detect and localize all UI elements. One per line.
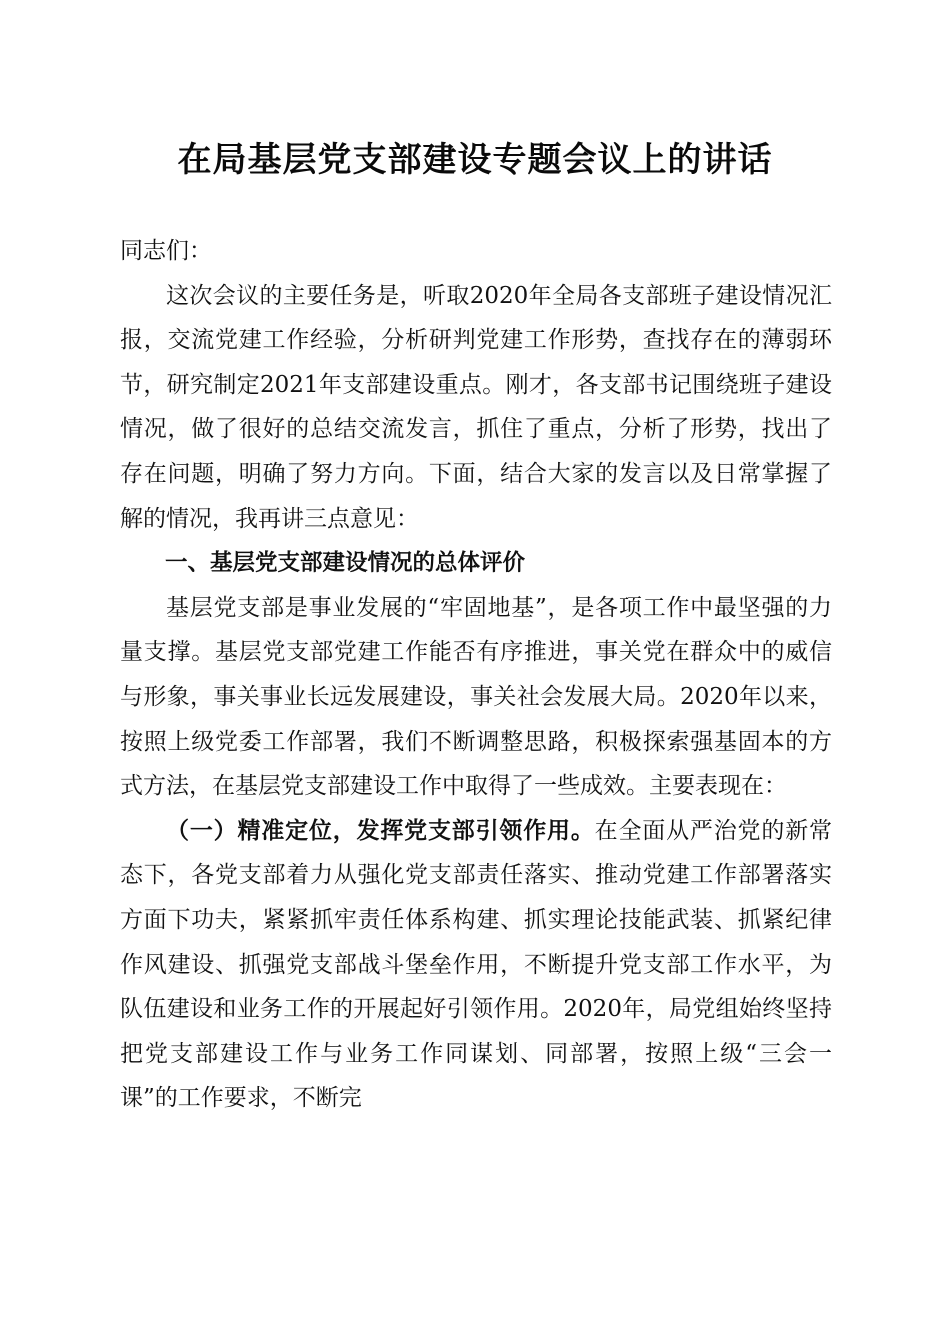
document-body — [120, 229, 832, 1121]
subsection-heading-1: （一）精准定位，发挥党支部引领作用。 — [166, 816, 595, 844]
paragraph-intro: 这次会议的主要任务是，听取2020年全局各支部班子建设情况汇报，交流党建工作经验，分析研判党建工作形势，查找存在的薄弱环节，研究制定2021年支部建设重点。刚才，各支部书记围绕班子建设情况，做了很好的总结交流发言，抓住了重点，分析了形势，找出了存在问题，明确了努力方向。下面，结合大家的发言以及日常掌握了解的情况，我再讲三点意见： — [120, 282, 832, 532]
subsection-body-1: 在全面从严治党的新常态下，各党支部着力从强化党支部责任落实、推动党建工作部署落实方面下功夫，紧紧抓牢责任体系构建、抓实理论技能武装、抓紧纪律作风建设、抓强党支部战斗堡垒作用，不断提升党支部工作水平，为队伍建设和业务工作的开展起好引领作用。2020年，局党组始终坚持把党支部建设工作与业务工作同谋划、同部署，按照上级“三会一课”的工作要求，不断完 — [120, 817, 833, 1112]
document-title: 在局基层党支部建设专题会议上的讲话 — [177, 140, 773, 180]
paragraph-subsection-1 — [120, 809, 832, 1121]
section-heading-1: 一、基层党支部建设情况的总体评价 — [165, 550, 526, 577]
paragraph-evaluation: 基层党支部是事业发展的“牢固地基”，是各项工作中最坚强的力量支撑。基层党支部党建工作能否有序推进，事关党在群众中的威信与形象，事关事业长远发展建设，事关社会发展大局。2020年以来，按照上级党委工作部署，我们不断调整思路，积极探索强基固本的方式方法，在基层党支部建设工作中取得了一些成效。主要表现在： — [120, 594, 832, 800]
greeting-line: 同志们： — [120, 238, 212, 264]
